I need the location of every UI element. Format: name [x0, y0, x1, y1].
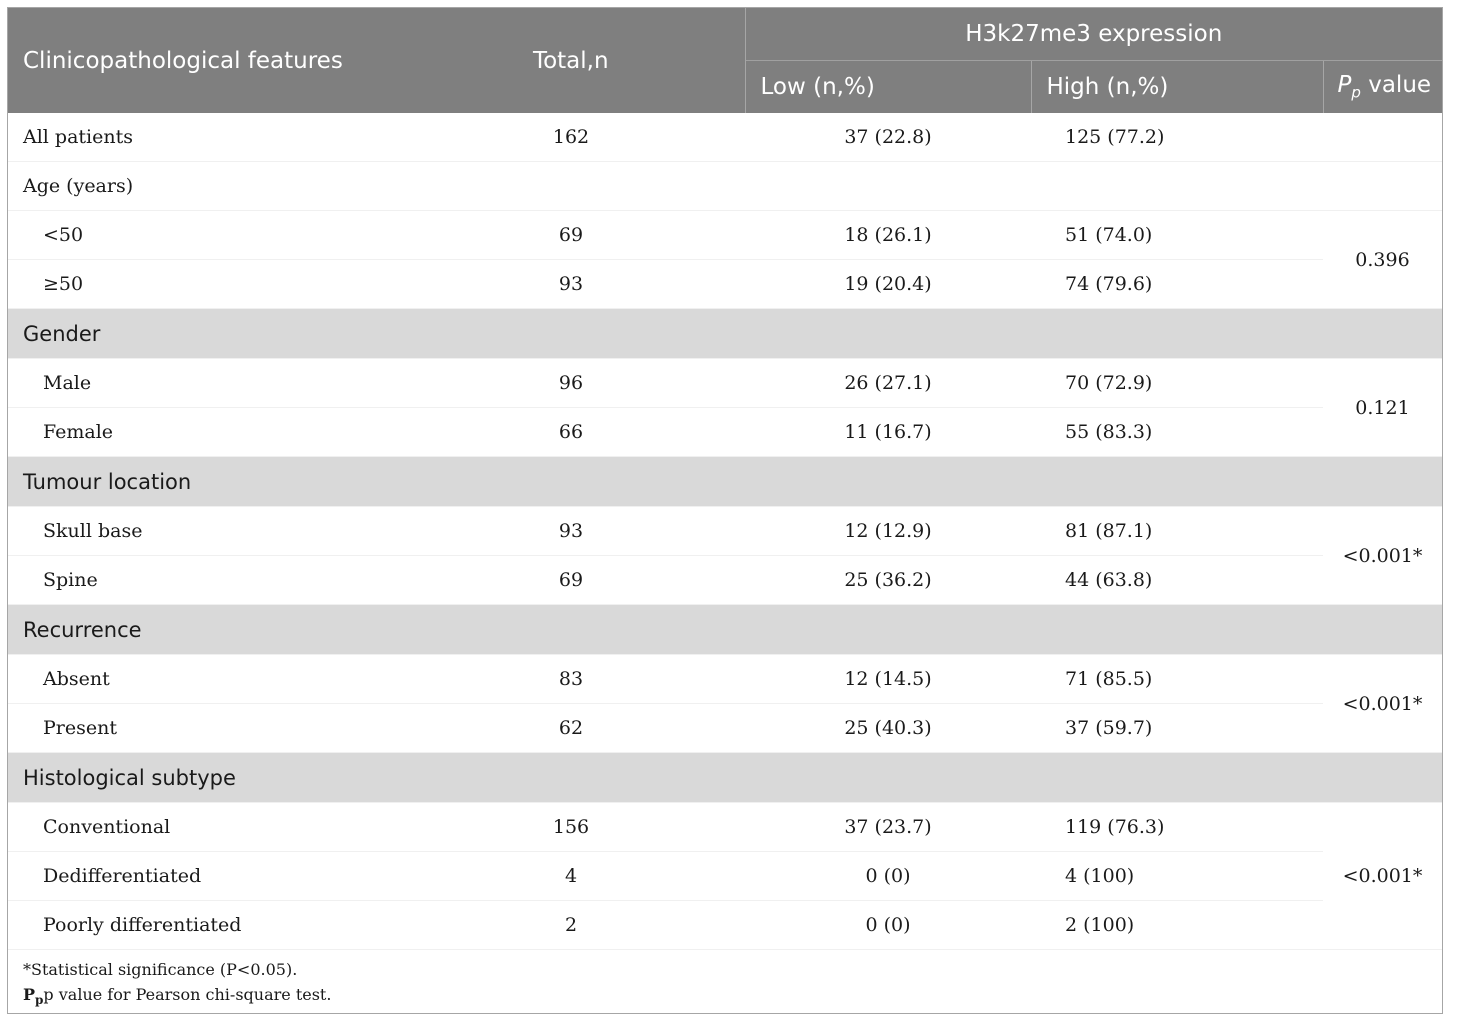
- row-label: Male: [8, 359, 397, 408]
- cell-low: 12 (14.5): [745, 655, 1031, 704]
- cell-low: 19 (20.4): [745, 260, 1031, 309]
- cell-high: 44 (63.8): [1031, 556, 1323, 605]
- table-row: [8, 507, 1442, 556]
- cell-p: <0.001*: [1323, 507, 1442, 605]
- cell-low: 37 (22.8): [745, 113, 1031, 162]
- row-label: Female: [8, 408, 397, 457]
- row-label: ≥50: [8, 260, 397, 309]
- cell-high: 71 (85.5): [1031, 655, 1323, 704]
- cell-low: 0 (0): [745, 852, 1031, 901]
- cell-total: 93: [397, 260, 745, 309]
- cell-total: 4: [397, 852, 745, 901]
- cell-high: 119 (76.3): [1031, 803, 1323, 852]
- cell-low: 37 (23.7): [745, 803, 1031, 852]
- footnote-pearson: $P_pp$ value for Pearson chi-square test.: [23, 985, 332, 1008]
- cell-p: <0.001*: [1323, 655, 1442, 753]
- section-row: [8, 309, 1442, 359]
- footnote-significance: *Statistical significance (P<0.05).: [23, 960, 298, 979]
- cell-high: 70 (72.9): [1031, 359, 1323, 408]
- data-table: [8, 8, 1442, 950]
- section-row: [8, 457, 1442, 507]
- table-row: [8, 803, 1442, 852]
- row-label: Absent: [8, 655, 397, 704]
- cell-total: 156: [397, 803, 745, 852]
- table-row: [8, 408, 1442, 457]
- cell-high: 125 (77.2): [1031, 113, 1323, 162]
- section-label: Tumour location: [8, 457, 1442, 507]
- row-label: Present: [8, 704, 397, 753]
- footnotes: [23, 957, 331, 1013]
- table-row: [8, 162, 1442, 211]
- section-row: [8, 753, 1442, 803]
- cell-total: 62: [397, 704, 745, 753]
- cell-total: 69: [397, 211, 745, 260]
- cell-high: 81 (87.1): [1031, 507, 1323, 556]
- row-label: Skull base: [8, 507, 397, 556]
- table-row: [8, 556, 1442, 605]
- cell-p: 0.396: [1323, 211, 1442, 309]
- cell-total: 96: [397, 359, 745, 408]
- table-row: [8, 704, 1442, 753]
- cell-low: 12 (12.9): [745, 507, 1031, 556]
- cell-p: [1323, 113, 1442, 162]
- table-header: [8, 8, 1442, 113]
- row-label: <50: [8, 211, 397, 260]
- table-frame: [7, 7, 1443, 1014]
- cell-high: 2 (100): [1031, 901, 1323, 950]
- cell-low: 26 (27.1): [745, 359, 1031, 408]
- header-low: Low (n,%): [745, 61, 1031, 114]
- cell-total: 93: [397, 507, 745, 556]
- row-label: Dedifferentiated: [8, 852, 397, 901]
- header-p-value: $P_p$ value: [1323, 61, 1442, 114]
- row-label: Age (years): [8, 162, 397, 211]
- table-row: [8, 260, 1442, 309]
- cell-total: 83: [397, 655, 745, 704]
- table-row: [8, 852, 1442, 901]
- row-label: All patients: [8, 113, 397, 162]
- cell-p: 0.121: [1323, 359, 1442, 457]
- section-label: Histological subtype: [8, 753, 1442, 803]
- cell-low: 25 (36.2): [745, 556, 1031, 605]
- cell-high: 4 (100): [1031, 852, 1323, 901]
- section-row: [8, 605, 1442, 655]
- section-label: Gender: [8, 309, 1442, 359]
- table-row: [8, 901, 1442, 950]
- header-features: Clinicopathological features: [8, 8, 397, 113]
- row-label: Conventional: [8, 803, 397, 852]
- header-total: Total,n: [397, 8, 745, 113]
- cell-low: 11 (16.7): [745, 408, 1031, 457]
- header-high: High (n,%): [1031, 61, 1323, 114]
- cell-total: 66: [397, 408, 745, 457]
- cell-total: 2: [397, 901, 745, 950]
- cell-low: 0 (0): [745, 901, 1031, 950]
- cell-p: <0.001*: [1323, 803, 1442, 950]
- table-row: [8, 359, 1442, 408]
- cell-high: 74 (79.6): [1031, 260, 1323, 309]
- row-label: Poorly differentiated: [8, 901, 397, 950]
- cell-total: 162: [397, 113, 745, 162]
- row-label: Spine: [8, 556, 397, 605]
- table-row: [8, 655, 1442, 704]
- cell-low: 18 (26.1): [745, 211, 1031, 260]
- table-row: [8, 113, 1442, 162]
- header-expression: H3k27me3 expression: [745, 8, 1442, 61]
- table-row: [8, 211, 1442, 260]
- cell-high: 55 (83.3): [1031, 408, 1323, 457]
- cell-total: 69: [397, 556, 745, 605]
- section-label: Recurrence: [8, 605, 1442, 655]
- cell-high: 37 (59.7): [1031, 704, 1323, 753]
- cell-high: 51 (74.0): [1031, 211, 1323, 260]
- cell-low: 25 (40.3): [745, 704, 1031, 753]
